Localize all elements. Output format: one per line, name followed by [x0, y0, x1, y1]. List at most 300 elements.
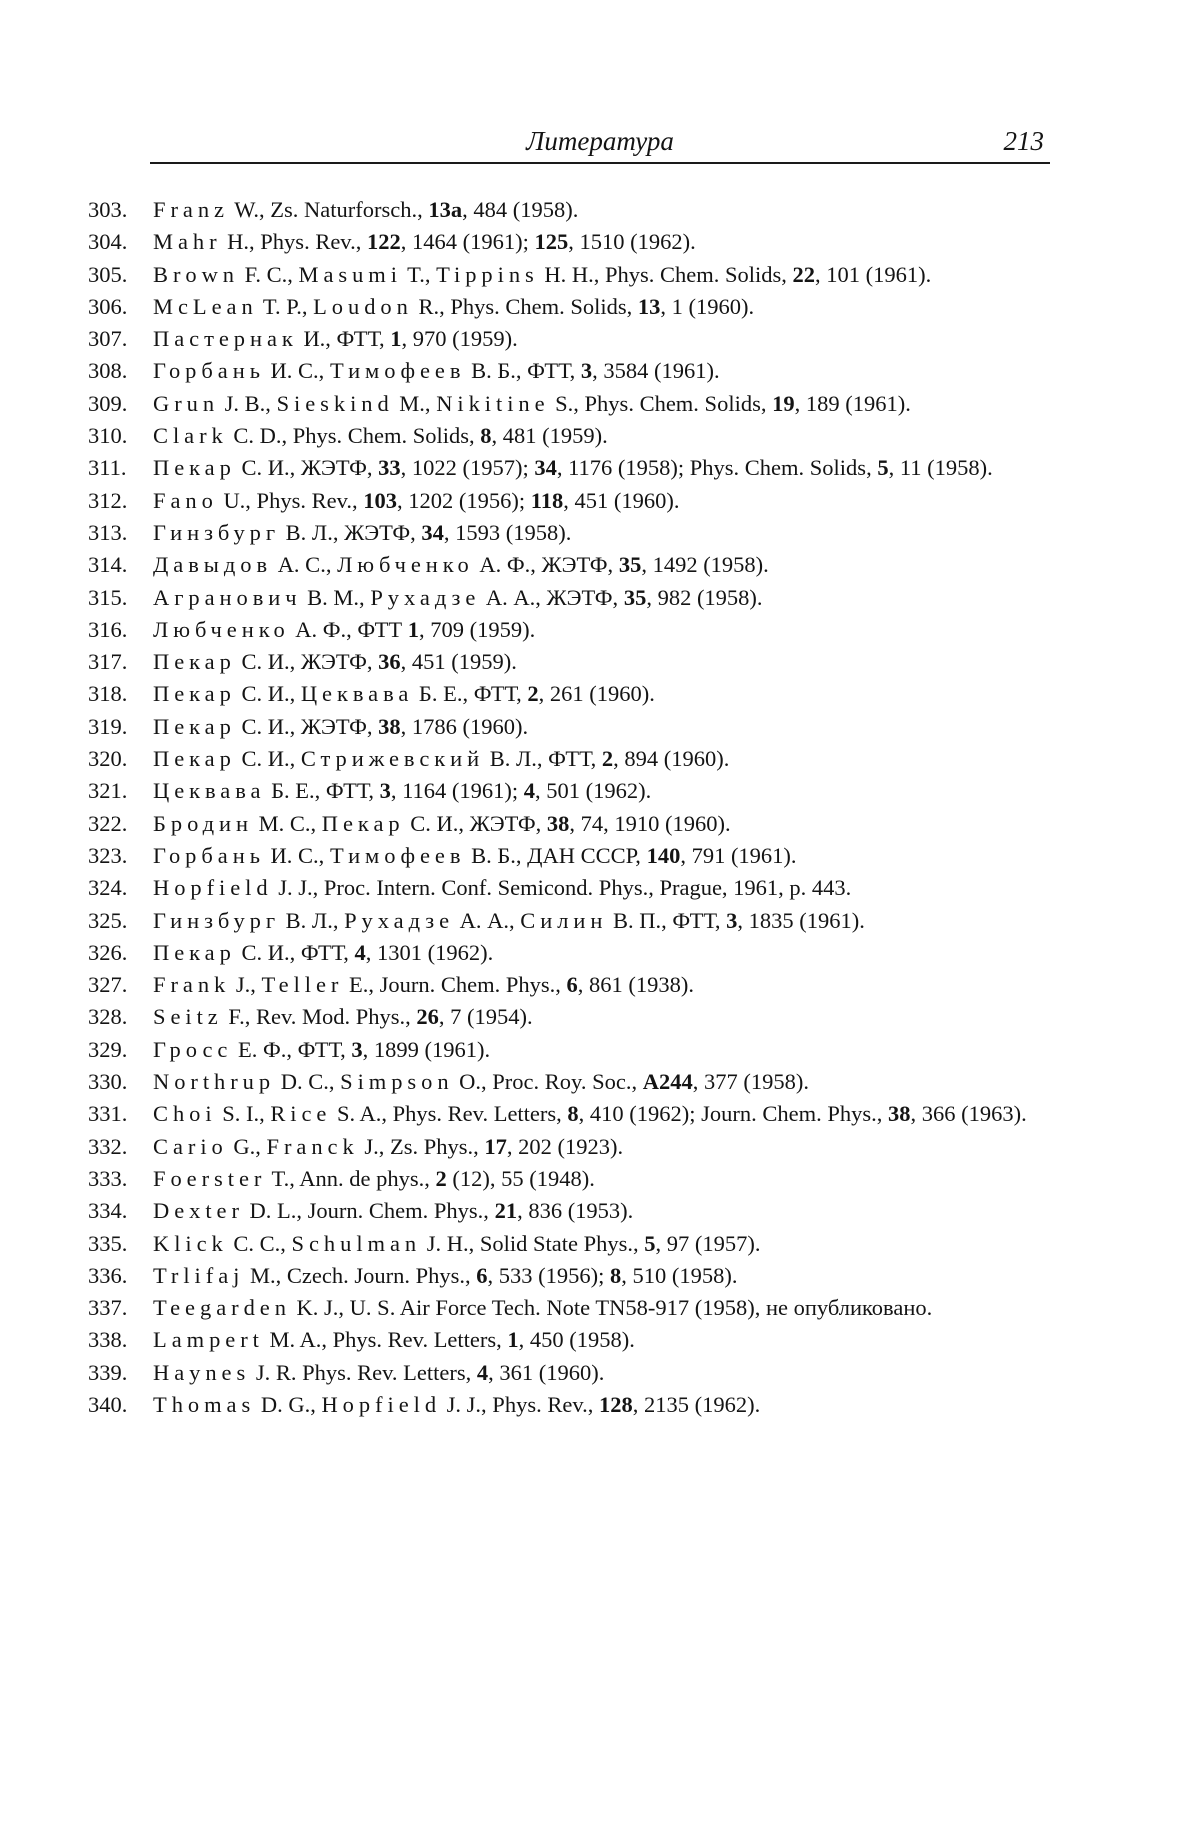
- reference-segment: W., Zs. Naturforsch.,: [228, 197, 429, 222]
- reference-number: 326.: [88, 939, 128, 965]
- reference-number: 312.: [88, 487, 128, 513]
- reference-author: Mahr: [153, 229, 222, 255]
- reference-segment: С. И., ФТТ,: [235, 939, 355, 965]
- reference-segment: Е. Ф., ФТТ,: [232, 1036, 352, 1062]
- reference-number: 315.: [88, 584, 128, 610]
- reference-volume: 26: [416, 1004, 439, 1030]
- reference-segment: R., Phys. Chem. Solids,: [412, 293, 638, 319]
- reference-text: [153, 226, 1058, 258]
- reference-author: Fano: [153, 487, 218, 513]
- reference-item: [88, 388, 1058, 420]
- reference-number: 338.: [88, 1327, 128, 1353]
- reference-item: [88, 485, 1058, 517]
- reference-author: Schulman: [291, 1230, 422, 1256]
- reference-segment: , 894 (1960).: [613, 746, 730, 772]
- reference-item: [88, 840, 1058, 872]
- reference-number: 324.: [88, 875, 128, 901]
- reference-author: Grun: [153, 390, 220, 416]
- reference-number: 322.: [88, 810, 128, 836]
- reference-text: [153, 1066, 1058, 1098]
- reference-text: [153, 1098, 1058, 1130]
- reference-segment: , 1899 (1961).: [362, 1036, 491, 1062]
- reference-segment: , 791 (1961).: [680, 842, 797, 868]
- reference-segment: M.,: [393, 390, 437, 416]
- reference-segment: H., Phys. Rev.,: [221, 229, 367, 255]
- reference-number: 340.: [88, 1391, 128, 1417]
- reference-text: [153, 808, 1058, 840]
- reference-author: Стрижевский: [300, 746, 485, 772]
- reference-volume: 17: [484, 1133, 507, 1159]
- reference-text: [153, 194, 1058, 226]
- reference-number: 318.: [88, 681, 128, 707]
- reference-author: Горбань: [153, 358, 265, 384]
- reference-volume: 38: [888, 1101, 911, 1127]
- reference-segment: , 261 (1960).: [538, 681, 655, 707]
- reference-segment: , 101 (1961).: [815, 261, 932, 287]
- reference-volume: 122: [366, 229, 401, 255]
- reference-item: [88, 1098, 1058, 1130]
- reference-list: [88, 194, 1058, 1421]
- reference-author: Choi: [153, 1101, 217, 1127]
- reference-segment: , 1786 (1960).: [400, 713, 529, 739]
- reference-segment: , 533 (1956);: [487, 1262, 610, 1288]
- reference-volume: 5: [877, 455, 889, 481]
- reference-number: 306.: [88, 293, 128, 319]
- reference-text: [153, 743, 1058, 775]
- reference-author: Nikitine: [436, 390, 550, 416]
- reference-volume: 3: [580, 358, 593, 384]
- reference-number: 339.: [88, 1359, 128, 1385]
- reference-author: Тимофеев: [329, 842, 466, 868]
- reference-author: Гинзбург: [153, 519, 281, 545]
- page-header: [150, 118, 1050, 164]
- reference-segment: F., Rev. Mod. Phys.,: [222, 1004, 417, 1030]
- reference-number: 334.: [88, 1198, 128, 1224]
- reference-author: Hopfield: [153, 875, 273, 901]
- reference-text: [153, 1324, 1058, 1356]
- reference-item: [88, 1034, 1058, 1066]
- reference-volume: 8: [480, 423, 492, 449]
- reference-author: Пекар: [321, 810, 405, 836]
- reference-segment: G.,: [227, 1133, 267, 1159]
- reference-segment: , 1022 (1957);: [400, 455, 535, 481]
- reference-number: 320.: [88, 746, 128, 772]
- reference-segment: , 97 (1957).: [655, 1230, 761, 1256]
- reference-volume: 2: [527, 681, 539, 707]
- reference-number: 317.: [88, 649, 128, 675]
- reference-item: [88, 517, 1058, 549]
- reference-author: Haynes: [153, 1359, 251, 1385]
- reference-segment: M., Czech. Journ. Phys.,: [244, 1262, 477, 1288]
- reference-segment: , 361 (1960).: [488, 1359, 605, 1385]
- reference-number: 337.: [88, 1295, 128, 1321]
- reference-segment: А. Ф., ФТТ: [289, 616, 408, 642]
- reference-segment: , 510 (1958).: [621, 1262, 738, 1288]
- reference-text: [153, 872, 1058, 904]
- reference-author: Simpson: [340, 1069, 454, 1095]
- reference-author: Пекар: [153, 455, 236, 481]
- reference-text: [153, 517, 1058, 549]
- reference-segment: А. С.,: [272, 552, 338, 578]
- reference-author: Klick: [153, 1230, 228, 1256]
- reference-author: Frank: [153, 972, 231, 998]
- reference-author: Hopfield: [321, 1391, 442, 1417]
- reference-volume: 140: [646, 842, 681, 868]
- reference-segment: , 11 (1958).: [888, 455, 993, 481]
- reference-segment: , 836 (1953).: [517, 1198, 634, 1224]
- reference-segment: , 481 (1959).: [491, 423, 608, 449]
- reference-segment: , 861 (1938).: [577, 972, 694, 998]
- reference-text: [153, 582, 1058, 614]
- reference-segment: J.,: [230, 972, 262, 998]
- reference-author: Гросс: [153, 1036, 233, 1062]
- reference-author: Cario: [153, 1133, 228, 1159]
- reference-number: 332.: [88, 1133, 128, 1159]
- reference-number: 304.: [88, 229, 128, 255]
- reference-text: [153, 1195, 1058, 1227]
- reference-item: [88, 1228, 1058, 1260]
- reference-segment: U., Phys. Rev.,: [217, 487, 364, 513]
- reference-volume: 4: [476, 1359, 489, 1385]
- reference-number: 309.: [88, 390, 128, 416]
- reference-volume: 128: [599, 1391, 633, 1417]
- reference-segment: , 74, 1910 (1960).: [569, 810, 731, 836]
- reference-item: [88, 743, 1058, 775]
- reference-segment: , 450 (1958).: [518, 1327, 635, 1353]
- reference-item: [88, 323, 1058, 355]
- reference-volume: 8: [609, 1262, 622, 1288]
- reference-item: [88, 808, 1058, 840]
- reference-text: [153, 355, 1058, 387]
- reference-author: Любченко: [153, 616, 290, 642]
- reference-segment: S., Phys. Chem. Solids,: [549, 390, 773, 416]
- reference-text: [153, 452, 1058, 484]
- reference-text: [153, 1228, 1058, 1260]
- reference-volume: 8: [567, 1101, 579, 1127]
- reference-author: Пекар: [153, 649, 236, 675]
- reference-author: Seitz: [153, 1004, 223, 1030]
- reference-segment: , 501 (1962).: [534, 778, 652, 804]
- reference-text: [153, 937, 1058, 969]
- reference-text: [153, 1260, 1058, 1292]
- reference-text: [153, 291, 1058, 323]
- reference-item: [88, 420, 1058, 452]
- reference-item: [88, 646, 1058, 678]
- reference-text: [153, 969, 1058, 1001]
- reference-item: [88, 711, 1058, 743]
- reference-number: 310.: [88, 423, 128, 449]
- reference-number: 311.: [88, 455, 127, 481]
- reference-author: Цеквава: [153, 778, 266, 804]
- reference-author: Trlifaj: [153, 1262, 245, 1288]
- reference-author: Пекар: [153, 746, 236, 772]
- reference-segment: H. H., Phys. Chem. Solids,: [538, 261, 793, 287]
- reference-author: Sieskind: [276, 390, 394, 416]
- reference-segment: D. G.,: [255, 1391, 322, 1417]
- reference-volume: 2: [601, 746, 614, 772]
- reference-segment: , 1202 (1956);: [397, 487, 531, 513]
- reference-segment: М. С.,: [253, 810, 322, 836]
- reference-volume: 38: [546, 810, 570, 836]
- reference-item: [88, 1357, 1058, 1389]
- reference-item: [88, 452, 1058, 484]
- reference-volume: 2: [435, 1165, 447, 1191]
- reference-item: [88, 1389, 1058, 1421]
- reference-item: [88, 259, 1058, 291]
- reference-segment: В. Б., ДАН СССР,: [465, 842, 647, 868]
- reference-segment: S. A., Phys. Rev. Letters,: [331, 1101, 568, 1127]
- reference-number: 333.: [88, 1165, 128, 1191]
- reference-author: McLean: [153, 293, 258, 319]
- reference-text: [153, 775, 1058, 807]
- reference-segment: , 1 (1960).: [660, 293, 755, 319]
- reference-item: [88, 775, 1058, 807]
- reference-segment: Б. Е., ФТТ,: [265, 778, 380, 804]
- reference-author: Рухадзе: [344, 907, 455, 933]
- reference-author: Цеквава: [300, 681, 414, 707]
- reference-volume: 19: [772, 390, 795, 416]
- reference-text: [153, 711, 1058, 743]
- reference-author: Пекар: [153, 939, 236, 965]
- reference-author: Гинзбург: [153, 907, 281, 933]
- reference-segment: И. С.,: [264, 358, 330, 384]
- reference-volume: 6: [566, 972, 578, 998]
- reference-item: [88, 678, 1058, 710]
- reference-item: [88, 1324, 1058, 1356]
- reference-number: 328.: [88, 1004, 128, 1030]
- reference-volume: 3: [726, 907, 738, 933]
- header-rule: [150, 162, 1050, 164]
- reference-volume: 125: [534, 229, 569, 255]
- reference-volume: 1: [407, 616, 420, 642]
- reference-author: Franz: [153, 197, 229, 222]
- reference-author: Lampert: [153, 1327, 264, 1353]
- reference-segment: , 7 (1954).: [438, 1004, 533, 1030]
- reference-volume: 38: [378, 713, 401, 739]
- reference-author: Горбань: [153, 842, 265, 868]
- reference-item: [88, 194, 1058, 226]
- reference-segment: А. Ф., ЖЭТФ,: [473, 552, 619, 578]
- reference-segment: S. I.,: [216, 1101, 271, 1127]
- reference-number: 327.: [88, 972, 128, 998]
- reference-number: 329.: [88, 1036, 128, 1062]
- reference-item: [88, 937, 1058, 969]
- reference-item: [88, 1292, 1058, 1324]
- reference-author: Thomas: [153, 1391, 256, 1417]
- reference-volume: 1: [507, 1327, 519, 1353]
- reference-author: Бродин: [153, 810, 254, 836]
- reference-item: [88, 291, 1058, 323]
- reference-segment: , 451 (1959).: [400, 649, 517, 675]
- reference-item: [88, 1163, 1058, 1195]
- reference-segment: , 3584 (1961).: [592, 358, 720, 384]
- reference-volume: 13a: [428, 197, 463, 222]
- reference-segment: А. А.,: [454, 907, 521, 933]
- reference-author: Пекар: [153, 681, 236, 707]
- reference-segment: В. Л., ЖЭТФ,: [280, 519, 422, 545]
- reference-author: Franck: [266, 1133, 359, 1159]
- reference-segment: В. Б., ФТТ,: [465, 358, 581, 384]
- reference-item: [88, 226, 1058, 258]
- reference-author: Northrup: [153, 1069, 276, 1095]
- reference-segment: С. И.,: [235, 681, 301, 707]
- reference-number: 321.: [88, 778, 128, 804]
- reference-segment: J. B.,: [219, 390, 277, 416]
- reference-segment: C. D., Phys. Chem. Solids,: [227, 423, 481, 449]
- reference-text: [153, 1357, 1058, 1389]
- reference-number: 305.: [88, 261, 128, 287]
- reference-author: Агранович: [153, 584, 302, 610]
- reference-volume: 3: [379, 778, 391, 804]
- reference-volume: 36: [378, 649, 401, 675]
- reference-segment: В. П., ФТТ,: [607, 907, 727, 933]
- reference-item: [88, 905, 1058, 937]
- reference-item: [88, 1131, 1058, 1163]
- reference-segment: Б. Е., ФТТ,: [413, 681, 528, 707]
- reference-segment: А. А., ЖЭТФ,: [480, 584, 624, 610]
- reference-volume: 35: [623, 584, 647, 610]
- reference-segment: С. И.,: [235, 746, 301, 772]
- reference-segment: , 709 (1959).: [419, 616, 536, 642]
- reference-author: Loudon: [313, 293, 413, 319]
- reference-segment: K. J., U. S. Air Force Tech. Note TN58-917 (1958), не опубликовано.: [290, 1295, 933, 1321]
- reference-author: Пекар: [153, 713, 236, 739]
- reference-text: [153, 905, 1058, 937]
- reference-text: [153, 549, 1058, 581]
- reference-text: [153, 1034, 1058, 1066]
- reference-volume: 13: [637, 293, 661, 319]
- reference-author: Clark: [153, 423, 228, 449]
- reference-segment: D. C.,: [275, 1069, 341, 1095]
- reference-item: [88, 549, 1058, 581]
- reference-segment: , 377 (1958).: [692, 1069, 809, 1095]
- reference-segment: J., Zs. Phys.,: [358, 1133, 485, 1159]
- reference-volume: 34: [534, 455, 557, 481]
- reference-segment: D. L., Journ. Chem. Phys.,: [243, 1198, 495, 1224]
- reference-author: Рухадзе: [370, 584, 481, 610]
- reference-volume: 4: [354, 939, 366, 965]
- reference-segment: , 189 (1961).: [794, 390, 911, 416]
- reference-text: [153, 1131, 1058, 1163]
- running-title: Литература: [526, 126, 674, 156]
- reference-volume: 6: [476, 1262, 488, 1288]
- reference-segment: С. И., ЖЭТФ,: [235, 649, 379, 675]
- reference-author: Пастернак: [153, 326, 298, 352]
- reference-segment: C. C.,: [227, 1230, 292, 1256]
- reference-volume: 33: [378, 455, 401, 481]
- reference-text: [153, 323, 1058, 355]
- reference-item: [88, 1195, 1058, 1227]
- reference-segment: F. C.,: [239, 261, 299, 287]
- reference-author: Rice: [270, 1101, 332, 1127]
- reference-segment: M. A., Phys. Rev. Letters,: [263, 1327, 508, 1353]
- reference-item: [88, 355, 1058, 387]
- reference-volume: 35: [618, 552, 642, 578]
- reference-volume: 4: [523, 778, 535, 804]
- reference-segment: , 410 (1962); Journ. Chem. Phys.,: [578, 1101, 889, 1127]
- reference-segment: , 1176 (1958); Phys. Chem. Solids,: [556, 455, 878, 481]
- reference-author: Tippins: [436, 261, 539, 287]
- reference-segment: С. И., ЖЭТФ,: [235, 455, 379, 481]
- page-number: 213: [1003, 126, 1044, 156]
- reference-author: Тимофеев: [329, 358, 466, 384]
- reference-number: 308.: [88, 358, 128, 384]
- reference-item: [88, 1001, 1058, 1033]
- reference-number: 335.: [88, 1230, 128, 1256]
- reference-segment: J. J., Phys. Rev.,: [441, 1391, 599, 1417]
- reference-item: [88, 582, 1058, 614]
- reference-segment: С. И., ЖЭТФ,: [235, 713, 379, 739]
- reference-number: 316.: [88, 616, 128, 642]
- reference-author: Brown: [153, 261, 239, 287]
- reference-segment: , 970 (1959).: [401, 326, 518, 352]
- reference-author: Teegarden: [153, 1295, 291, 1321]
- reference-text: [153, 614, 1058, 646]
- reference-text: [153, 485, 1058, 517]
- reference-segment: И. С.,: [264, 842, 330, 868]
- reference-number: 319.: [88, 713, 128, 739]
- reference-item: [88, 969, 1058, 1001]
- reference-segment: , 366 (1963).: [910, 1101, 1027, 1127]
- reference-author: Давыдов: [153, 552, 273, 578]
- reference-segment: , 1510 (1962).: [568, 229, 696, 255]
- reference-number: 336.: [88, 1262, 128, 1288]
- reference-number: 314.: [88, 552, 128, 578]
- reference-volume: 118: [530, 487, 564, 513]
- reference-segment: , 982 (1958).: [646, 584, 763, 610]
- reference-author: Teller: [261, 972, 344, 998]
- reference-segment: T. P.,: [257, 293, 314, 319]
- reference-item: [88, 872, 1058, 904]
- reference-volume: 34: [421, 519, 444, 545]
- reference-volume: 22: [792, 261, 816, 287]
- reference-author: Любченко: [337, 552, 474, 578]
- reference-number: 307.: [88, 326, 128, 352]
- reference-segment: В. Л.,: [280, 907, 345, 933]
- reference-segment: J. R. Phys. Rev. Letters,: [250, 1359, 477, 1385]
- reference-number: 330.: [88, 1069, 128, 1095]
- reference-author: Masumi: [298, 261, 402, 287]
- reference-text: [153, 420, 1058, 452]
- reference-number: 313.: [88, 519, 128, 545]
- reference-segment: (12), 55 (1948).: [446, 1165, 595, 1191]
- reference-segment: , 1835 (1961).: [737, 907, 865, 933]
- reference-number: 331.: [88, 1101, 128, 1127]
- reference-text: [153, 678, 1058, 710]
- reference-author: Dexter: [153, 1198, 244, 1224]
- reference-segment: , 484 (1958).: [462, 197, 579, 222]
- reference-text: [153, 388, 1058, 420]
- reference-number: 303.: [88, 197, 128, 222]
- reference-number: 323.: [88, 842, 128, 868]
- reference-text: [153, 1389, 1058, 1421]
- reference-volume: 1: [390, 326, 402, 352]
- reference-segment: , 202 (1923).: [506, 1133, 624, 1159]
- reference-item: [88, 1066, 1058, 1098]
- reference-volume: 103: [363, 487, 397, 513]
- reference-text: [153, 646, 1058, 678]
- reference-item: [88, 1260, 1058, 1292]
- reference-author: Силин: [520, 907, 608, 933]
- reference-text: [153, 1163, 1058, 1195]
- reference-segment: J. J., Proc. Intern. Conf. Semicond. Phys., Prague, 1961, p. 443.: [272, 875, 852, 901]
- reference-segment: T.,: [401, 261, 437, 287]
- reference-number: 325.: [88, 907, 128, 933]
- reference-segment: , 1593 (1958).: [443, 519, 572, 545]
- reference-segment: , 1464 (1961);: [400, 229, 535, 255]
- reference-segment: С. И., ЖЭТФ,: [404, 810, 547, 836]
- reference-segment: В. Л., ФТТ,: [484, 746, 602, 772]
